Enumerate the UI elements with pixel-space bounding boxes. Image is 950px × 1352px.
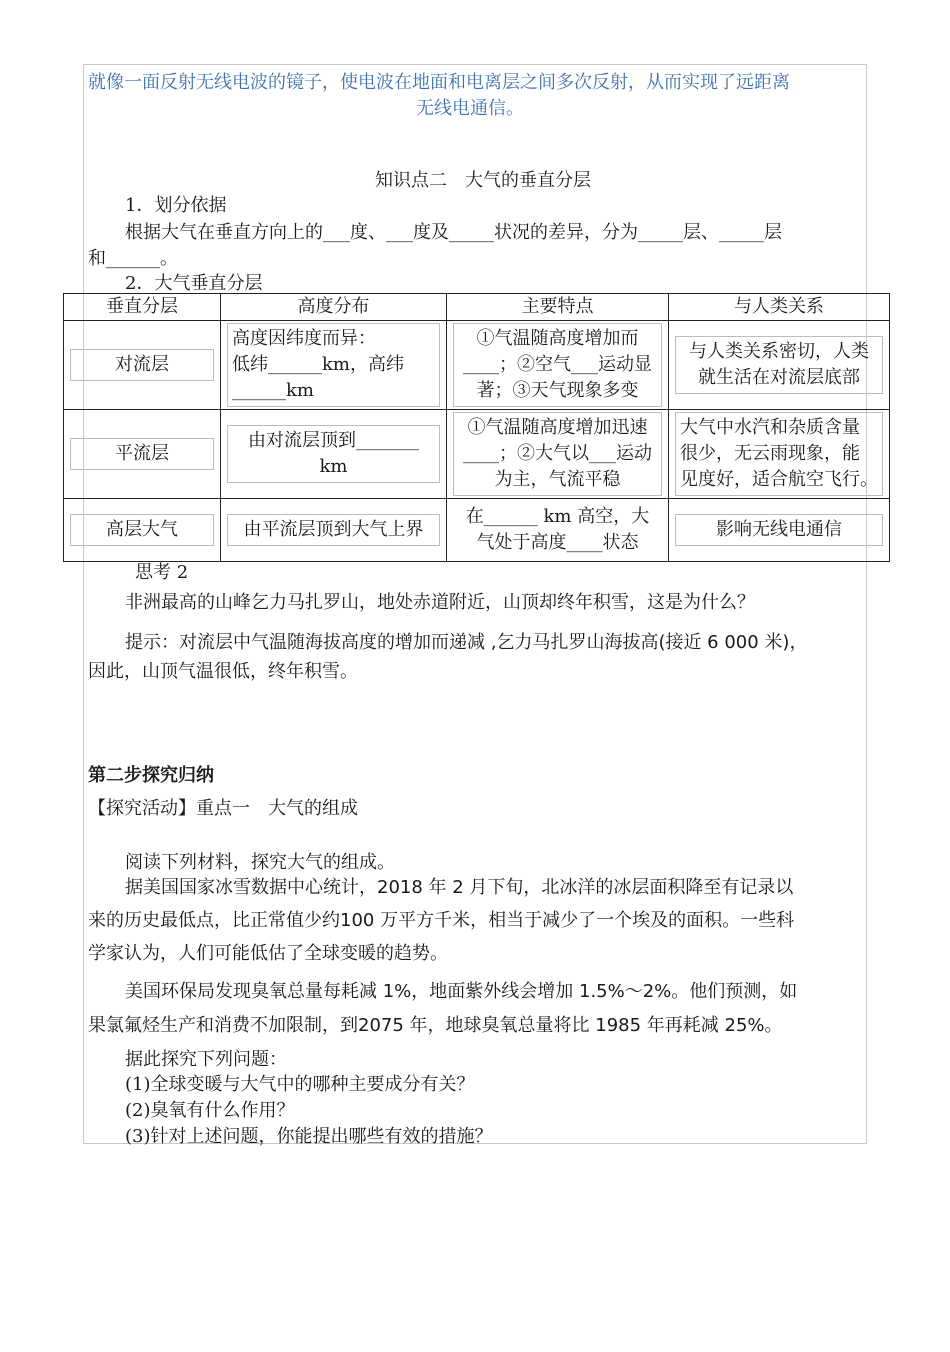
height-cell <box>227 323 440 407</box>
paragraph-1-line-2: 来的历史最低点，比正常值少约100 万平方千米，相当于减少了一个埃及的面积。一些科 <box>88 910 795 931</box>
step2-heading: 第二步探究归纳 <box>88 765 214 786</box>
paragraph-2-line-2: 果氯氟烃生产和消费不加限制，到2075 年，地球臭氧总量将比 1985 年再耗减 25%。 <box>88 1015 783 1036</box>
think-hint-line-2: 因此，山顶气温很低，终年积雪。 <box>88 661 358 682</box>
header-layer: 垂直分层 <box>64 294 221 321</box>
cell-line: 由平流层顶到大气上界 <box>243 519 424 540</box>
cell-line: km <box>319 456 348 477</box>
basis-line-2: 和______。 <box>88 248 178 269</box>
relation-cell <box>675 336 883 394</box>
cell-line: ____；②大气以___运动 <box>463 443 652 464</box>
table-row <box>64 410 890 499</box>
features-cell <box>453 323 662 407</box>
layer-name: 高层大气 <box>70 514 214 546</box>
question-3: (3)针对上述问题，你能提出哪些有效的措施？ <box>125 1126 493 1147</box>
question-1: (1)全球变暖与大气中的哪种主要成分有关？ <box>125 1074 475 1095</box>
height-cell <box>227 425 440 483</box>
vertical-layers-table <box>63 293 890 562</box>
paragraph-2-line-1: 美国环保局发现臭氧总量每耗减 1%，地面紫外线会增加 1.5%～2%。他们预测，如 <box>125 981 798 1002</box>
basis-line-1: 根据大气在垂直方向上的___度、___度及_____状况的差异，分为_____层、_____层 <box>125 222 782 243</box>
table-row <box>64 321 890 410</box>
cell-line: 影响无线电通信 <box>716 519 842 540</box>
cell-line: 大气中水汽和杂质含量 <box>680 417 860 438</box>
table-row <box>64 499 890 562</box>
section-title: 知识点二 大气的垂直分层 <box>375 170 591 191</box>
think-question: 非洲最高的山峰乞力马扎罗山，地处赤道附近，山顶却终年积雪，这是为什么？ <box>125 592 755 613</box>
header-relation: 与人类关系 <box>669 294 890 321</box>
cell-line: 由对流层顶到_______ <box>248 430 419 451</box>
cell-line: 著；③天气现象多变 <box>476 380 639 401</box>
header-features: 主要特点 <box>447 294 669 321</box>
cell-line: 高度因纬度而异： <box>232 328 376 349</box>
layer-name: 平流层 <box>70 438 214 470</box>
cell-line: ①气温随高度增加迅速 <box>467 417 648 438</box>
intro-line-2: 无线电通信。 <box>416 98 524 119</box>
cell-line: 气处于高度____状态 <box>476 532 639 553</box>
cell-line: 就生活在对流层底部 <box>698 367 860 388</box>
table-header-row <box>64 294 890 321</box>
paragraph-1-line-3: 学家认为，人们可能低估了全球变暖的趋势。 <box>88 943 448 964</box>
paragraph-1-line-1: 据美国国家冰雪数据中心统计，2018 年 2 月下旬，北冰洋的冰层面积降至有记录以 <box>125 877 794 898</box>
cell-line: 为主，气流平稳 <box>494 469 621 490</box>
think-label: 思考 2 <box>135 562 189 583</box>
cell-line: ______km <box>232 380 314 401</box>
features-cell <box>453 412 662 496</box>
question-2: (2)臭氧有什么作用？ <box>125 1100 295 1121</box>
read-instruction: 阅读下列材料，探究大气的组成。 <box>125 852 395 873</box>
header-height: 高度分布 <box>221 294 447 321</box>
cell-line: ①气温随高度增加而 <box>476 328 639 349</box>
relation-cell <box>675 514 883 546</box>
activity-title: 【探究活动】重点一 大气的组成 <box>88 798 358 819</box>
features-cell <box>453 501 662 559</box>
cell-line: 与人类关系密切，人类 <box>689 341 869 362</box>
layers-heading: 2．大气垂直分层 <box>125 273 263 294</box>
cell-line: 见度好，适合航空飞行。 <box>680 469 878 490</box>
cell-line: 在______ km 高空，大 <box>465 506 650 527</box>
cell-line: ____；②空气___运动显 <box>463 354 652 375</box>
layer-name: 对流层 <box>70 349 214 381</box>
cell-line: 低纬______km，高纬 <box>232 354 404 375</box>
intro-line-1: 就像一面反射无线电波的镜子，使电波在地面和电离层之间多次反射，从而实现了远距离 <box>88 72 790 93</box>
cell-line: 很少，无云雨现象，能 <box>680 443 860 464</box>
relation-cell <box>675 412 883 496</box>
think-hint-line-1: 提示：对流层中气温随海拔高度的增加而递减 ,乞力马扎罗山海拔高(接近 6 000 米)， <box>125 632 808 653</box>
basis-heading: 1．划分依据 <box>125 195 227 216</box>
height-cell <box>227 514 440 546</box>
explore-prompt: 据此探究下列问题： <box>125 1049 287 1070</box>
